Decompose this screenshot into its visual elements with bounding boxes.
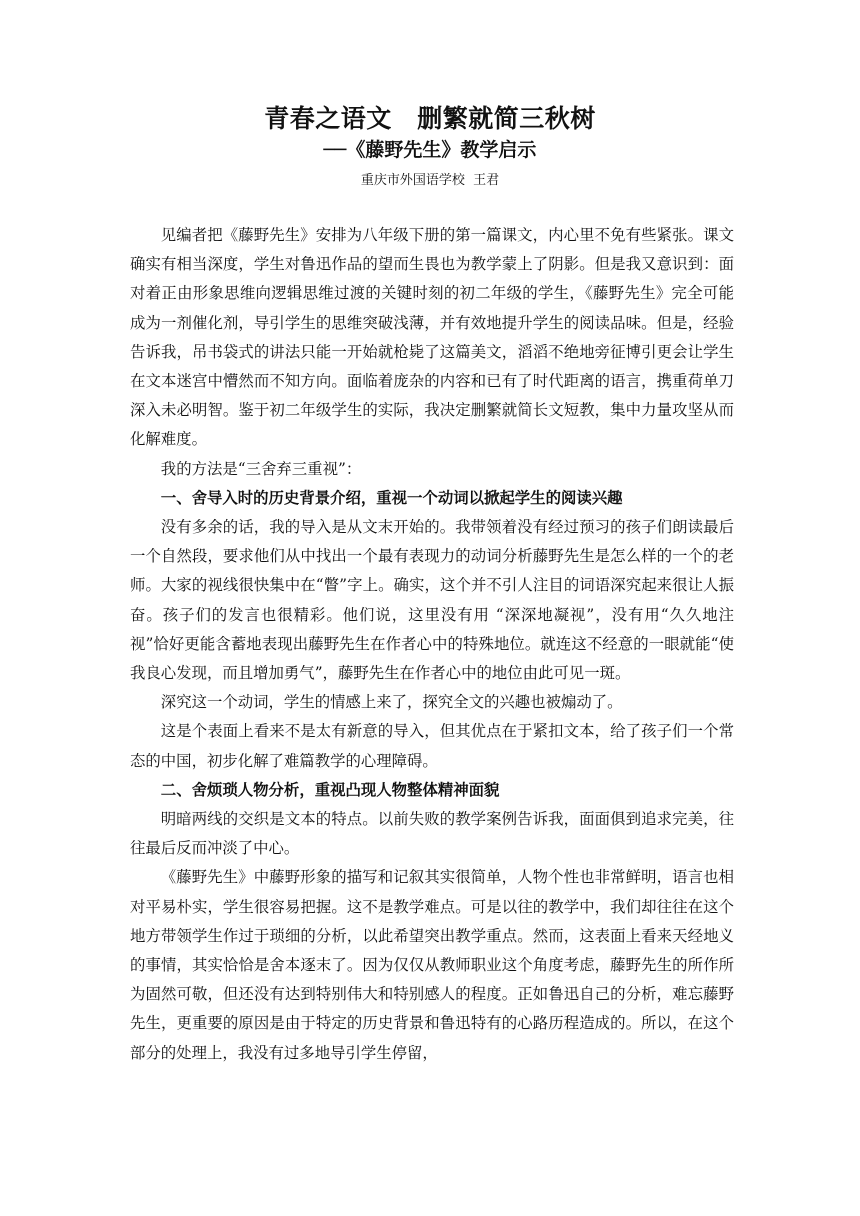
document-subtitle: ──《藤野先生》教学启示 [323,139,537,161]
paragraph: 这是个表面上看来不是太有新意的导入，但其优点在于紧扣文本，给了孩子们一个常态的中国，初步化解了难篇教学的心理障碍。 [130,722,734,770]
section-heading-2: 二、舍烦琐人物分析，重视凸现人物整体精神面貌 [160,780,500,799]
paragraph-method: 我的方法是“三舍弃三重视”： [160,459,362,478]
paragraph-intro: 见编者把《藤野先生》安排为八年级下册的第一篇课文，内心里不免有些紧张。课文确实有相当深度，学生对鲁迅作品的望而生畏也为教学蒙上了阴影。但是我又意识到：面对着正由形象思维向逻辑思维过渡的关键时刻的初二年级的学生，《藤野先生》完全可能成为一剂催化剂，导引学生的思维突破浅薄，并有效地提升学生的阅读品味。但是，经验告诉我，吊书袋式的讲法只能一开始就枪毙了这篇美文，滔滔不绝地旁征博引更会让学生在文本迷宫中懵然而不知方向。面临着庞杂的内容和已有了时代距离的语言，携重荷单刀深入未必明智。鉴于初二年级学生的实际，我决定删繁就简长文短教，集中力量攻坚从而化解难度。 [130,226,734,449]
author-line: 重庆市外国语学校 王君 [360,173,500,188]
document-title: 青春之语文 删繁就简三秋树 [264,104,596,133]
paragraph: 没有多余的话，我的导入是从文末开始的。我带领着没有经过预习的孩子们朗读最后一个自然段，要求他们从中找出一个最有表现力的动词分析藤野先生是怎么样的一个的老师。大家的视线很快集中在“瞥”字上。确实，这个并不引人注目的词语深究起来很让人振奋。孩子们的发言也很精彩。他们说，这里没有用 “深深地凝视”，没有用“久久地注视”恰好更能含蓄地表现出藤野先生在作者心中的特殊地位。就连这不经意的一眼就能“使我良心发现，而且增加勇气”，藤野先生在作者心中的地位由此可见一斑。 [130,518,734,683]
section-heading-1: 一、舍导入时的历史背景介绍，重视一个动词以掀起学生的阅读兴趣 [160,488,623,507]
paragraph: 《藤野先生》中藤野形象的描写和记叙其实很简单，人物个性也非常鲜明，语言也相对平易朴实，学生很容易把握。这不是教学难点。可是以往的教学中，我们却往往在这个地方带领学生作过于琐细的分析，以此希望突出教学重点。然而，这表面上看来天经地义的事情，其实恰恰是舍本逐末了。因为仅仅从教师职业这个角度考虑，藤野先生的所作所为固然可敬，但还没有达到特别伟大和特别感人的程度。正如鲁迅自己的分析，难忘藤野先生，更重要的原因是由于特定的历史背景和鲁迅特有的心路历程造成的。所以，在这个部分的处理上，我没有过多地导引学生停留， [130,868,734,1062]
article-body [130,221,734,1068]
paragraph: 深究这一个动词，学生的情感上来了，探究全文的兴趣也被煽动了。 [160,693,623,712]
paragraph: 明暗两线的交织是文本的特点。以前失败的教学案例告诉我，面面俱到追求完美，往往最后反而冲淡了中心。 [130,810,734,858]
